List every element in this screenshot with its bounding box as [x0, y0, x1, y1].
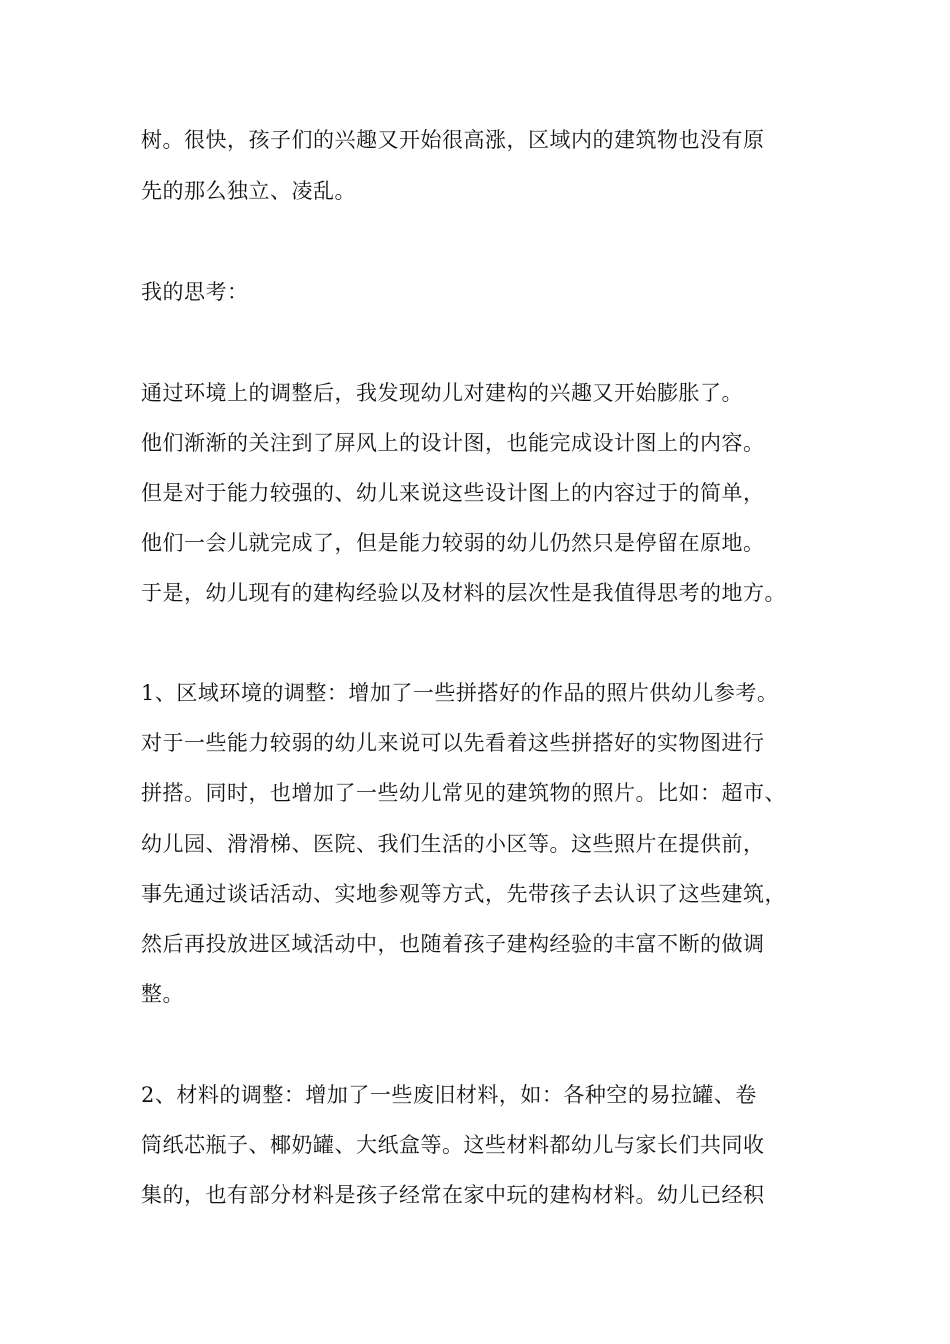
- text-line: 整。: [141, 982, 184, 1006]
- text-line: 他们一会儿就完成了，但是能力较弱的幼儿仍然只是停留在原地。: [141, 531, 765, 555]
- text-line: 幼儿园、滑滑梯、医院、我们生活的小区等。这些照片在提供前，: [141, 832, 765, 856]
- text-line: 集的，也有部分材料是孩子经常在家中玩的建构材料。幼儿已经积: [141, 1183, 765, 1207]
- text-line: 事先通过谈话活动、实地参观等方式，先带孩子去认识了这些建筑，: [141, 882, 786, 906]
- text-line: 他们渐渐的关注到了屏风上的设计图，也能完成设计图上的内容。: [141, 431, 765, 455]
- text-line: 拼搭。同时，也增加了一些幼儿常见的建筑物的照片。比如：超市、: [141, 781, 786, 805]
- text-line: 但是对于能力较强的、幼儿来说这些设计图上的内容过于的简单，: [141, 481, 765, 505]
- text-line: 然后再投放进区域活动中，也随着孩子建构经验的丰富不断的做调: [141, 932, 765, 956]
- text-line: 先的那么独立、凌乱。: [141, 179, 356, 203]
- text-line: 树。很快，孩子们的兴趣又开始很高涨，区域内的建筑物也没有原: [141, 128, 765, 152]
- text-line: 筒纸芯瓶子、椰奶罐、大纸盒等。这些材料都幼儿与家长们共同收: [141, 1133, 765, 1157]
- text-line: 2、材料的调整：增加了一些废旧材料，如：各种空的易拉罐、卷: [141, 1083, 757, 1107]
- text-line: 对于一些能力较弱的幼儿来说可以先看着这些拼搭好的实物图进行: [141, 731, 765, 755]
- text-line: 通过环境上的调整后，我发现幼儿对建构的兴趣又开始膨胀了。: [141, 381, 743, 405]
- section-heading: 我的思考：: [141, 280, 249, 304]
- text-line: 于是，幼儿现有的建构经验以及材料的层次性是我值得思考的地方。: [141, 581, 786, 605]
- text-line: 1、区域环境的调整：增加了一些拼搭好的作品的照片供幼儿参考。: [141, 681, 779, 705]
